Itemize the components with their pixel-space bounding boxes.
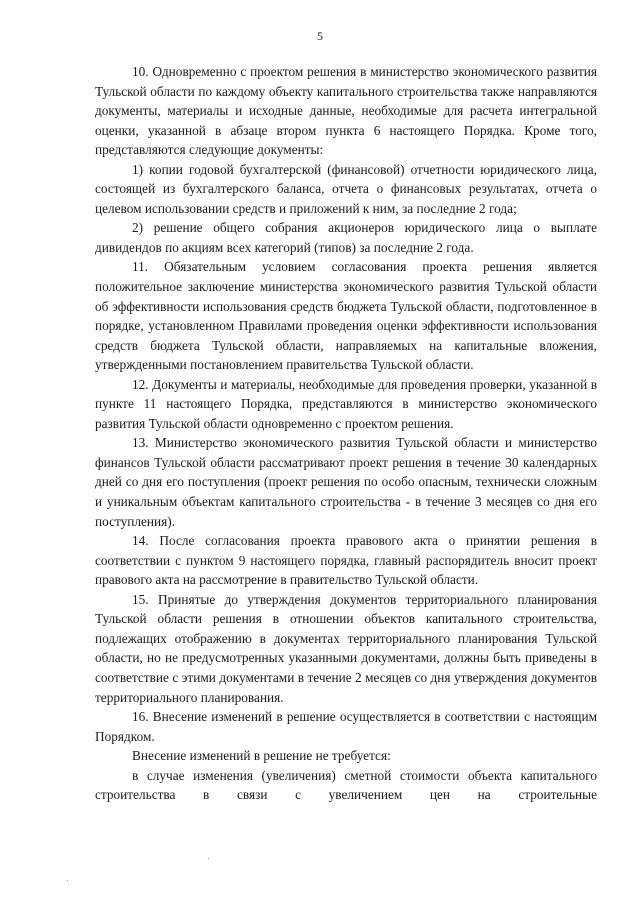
no-change-required-intro: Внесение изменений в решение не требуется: bbox=[132, 748, 391, 764]
paragraph-10-item-2: 2) решение общего собрания акционеров юридического лица о выплате дивидендов по акциям всех категорий (типов) за последние 2 года. bbox=[95, 220, 597, 255]
paragraph-10: 10. Одновременно с проектом решения в министерство экономического развития Тульской области по каждому объекту капитального строительства также направляются документы, материалы и исходные данные, необходимые для расчета интегральной оценки, указанной в абзаце втором пункта 6 настоящего Порядка. Кроме того, представляются следующие документы: bbox=[95, 64, 597, 158]
scan-speck bbox=[67, 880, 68, 881]
paragraph-14: 14. После согласования проекта правового акта о принятии решения в соответствии с пунктом 9 настоящего порядка, главный распорядитель вносит проект правового акта на рассмотрение в правительство Тульской области. bbox=[95, 533, 597, 588]
paragraph-11: 11. Обязательным условием согласования проекта решения является положительное заключение министерства экономического развития Тульской области об эффективности использования средств бюджета Тульской области, подготовленное в порядке, установленном Правилами проведения оценки эффективности использования средств бюджета Тульской области, направляемых на капитальные вложения, утвержденными постановлением правительства Тульской области. bbox=[95, 259, 597, 373]
document-body bbox=[95, 62, 597, 805]
paragraph-10-item-1: 1) копии годовой бухгалтерской (финансовой) отчетности юридического лица, состоящей из бухгалтерского баланса, отчета о финансовых результатах, отчета о целевом использовании средств и приложений к ним, за последние 2 года; bbox=[95, 161, 597, 216]
scan-speck bbox=[208, 858, 209, 859]
paragraph-16: 16. Внесение изменений в решение осуществляется в соответствии с настоящим Порядком. bbox=[95, 709, 597, 744]
no-change-case-1: в случае изменения (увеличения) сметной стоимости объекта капитального строительства в связи с увеличением цен на строительные bbox=[95, 767, 597, 803]
paragraph-12: 12. Документы и материалы, необходимые для проведения проверки, указанной в пункте 11 настоящего Порядка, представляются в министерство экономического развития Тульской области одновременно с проектом решения. bbox=[95, 376, 597, 431]
page-number: 5 bbox=[317, 29, 323, 43]
paragraph-15: 15. Принятые до утверждения документов территориального планирования Тульской области решения в отношении объектов капитального строительства, подлежащих отображению в документах территориального планирования Тульской области, но не предусмотренных указанными документами, должны быть приведены в соответствие с этими документами в течение 2 месяцев со дня утверждения документов территориального планирования. bbox=[95, 591, 597, 705]
paragraph-13: 13. Министерство экономического развития Тульской области и министерство финансов Тульской области рассматривают проект решения в течение 30 календарных дней со дня его поступления (проект решения по особо опасным, технически сложным и уникальным объектам капитального строительства - в течение 3 месяцев со дня его поступления). bbox=[95, 435, 597, 529]
